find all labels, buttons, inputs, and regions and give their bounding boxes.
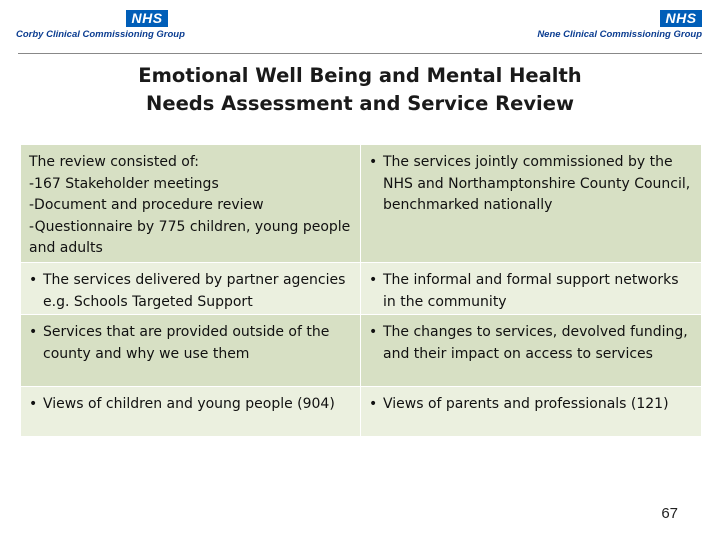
list-item: [29, 394, 352, 416]
list-item: [29, 322, 352, 365]
item-text: The services delivered by partner agencies e.g. Schools Targeted Support: [43, 272, 346, 310]
review-item-questionnaire: -Questionnaire by 775 children, young people and adults: [29, 218, 351, 256]
nhs-logo-left: NHS: [126, 10, 168, 27]
nene-ccg-name: Nene Clinical Commissioning Group: [537, 29, 702, 40]
slide-title: [60, 62, 660, 118]
corby-ccg-name: Corby Clinical Commissioning Group: [16, 29, 185, 40]
bullet-icon: •: [29, 396, 38, 412]
cell-jointly-commissioned: [360, 144, 701, 262]
review-item-stakeholder-meetings: -167 Stakeholder meetings: [29, 175, 219, 192]
bullet-icon: •: [369, 272, 378, 288]
item-text: Views of parents and professionals (121): [383, 396, 669, 412]
bullet-icon: •: [29, 324, 38, 340]
nhs-logo-right: NHS: [660, 10, 702, 27]
item-text: Views of children and young people (904): [43, 396, 335, 412]
slide-title-line-2: Needs Assessment and Service Review: [146, 92, 574, 115]
nene-ccg-logo: [537, 10, 702, 44]
item-text: The informal and formal support networks in the community: [383, 272, 679, 310]
review-table: [20, 144, 701, 436]
cell-children-views: [20, 386, 360, 436]
list-item: [369, 322, 693, 365]
cell-service-changes: [360, 314, 701, 386]
list-item: [369, 152, 693, 217]
item-text: The changes to services, devolved funding, and their impact on access to services: [383, 324, 688, 362]
list-item: [369, 394, 693, 416]
list-item: [29, 270, 352, 313]
review-item-document-review: -Document and procedure review: [29, 197, 264, 213]
cell-parents-views: [360, 386, 701, 436]
slide-title-line-1: Emotional Well Being and Mental Health: [138, 64, 582, 87]
item-text: Services that are provided outside of the county and why we use them: [43, 324, 330, 362]
review-intro: The review consisted of:: [29, 154, 200, 170]
bullet-icon: •: [369, 154, 378, 170]
list-item: [369, 270, 693, 313]
bullet-icon: •: [29, 272, 38, 288]
cell-support-networks: [360, 262, 701, 314]
header-divider: [18, 53, 702, 54]
page-number: 67: [661, 505, 678, 522]
cell-outside-county: [20, 314, 360, 386]
cell-review-summary: [20, 144, 360, 262]
item-text: The services jointly commissioned by the NHS and Northamptonshire County Council, benchmarked nationally: [383, 154, 691, 213]
bullet-icon: •: [369, 324, 378, 340]
cell-partner-agencies: [20, 262, 360, 314]
bullet-icon: •: [369, 396, 378, 412]
corby-ccg-logo: [16, 10, 185, 44]
